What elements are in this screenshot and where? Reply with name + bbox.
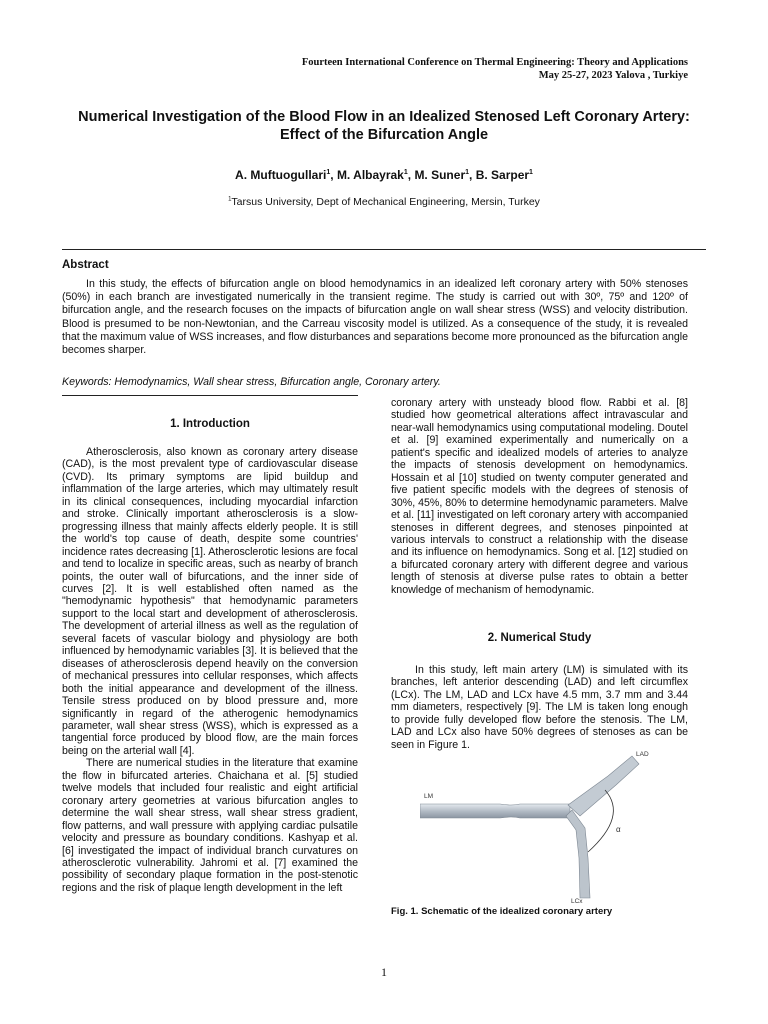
intro-paragraph: Atherosclerosis, also known as coronary artery disease (CAD), is the most prevalent type of cardiovascular disease (CVD). Its primary symptoms are lipid buildup and inflammation of the large arteries, which may ultimately result in its clinical consequences, including myocardial infarction and stroke. Clinically important atherosclerosis is a slow-progressing illness that mainly affects elderly people. It is still the world's top cause of death, despite some countries' incidence rates decreasing [1]. Atherosclerotic lesions are focal and tend to localize in specific areas, such as nearby of branch points, the outer wall of bifurcations, and the inner side of curves [2]. It is well established often named as the "hemodynamic hypothesis" that hemodynamic parameters support to the local start and development of atherosclerosis. The development of arterial illness as well as the regulation of several facets of vascular biology and physiology are both influenced by hemodynamic variables [3]. It is believed that the diseases of atherosclerosis depend heavily on the conversion of mechanical pressures into cellular responses, which affects both the initial appearance and development of the illness. Tensile stress produced on by blood pressure and, more significantly in regard of the atherogenic hemodynamics parameter, wall shear stress (WSS), which is expressed as a tangential force produced by blood flow, are the main forces being on the arterial wall [4]. bbox=[62, 446, 358, 757]
affiliation-mark: 1 bbox=[465, 169, 470, 176]
affiliation-mark: 1 bbox=[228, 196, 232, 203]
left-column bbox=[62, 446, 358, 894]
affiliation bbox=[60, 196, 708, 208]
affiliation-text: Tarsus University, Dept of Mechanical Engineering, Mersin, Turkey bbox=[231, 196, 540, 208]
lad-label: LAD bbox=[636, 751, 649, 758]
author-name: A. Muftuogullari bbox=[235, 168, 327, 182]
page-number: 1 bbox=[381, 965, 387, 979]
paper-title: Numerical Investigation of the Blood Flow in an Idealized Stenosed Left Coronary Artery: Effect of the Bifurcation Angle bbox=[78, 109, 690, 143]
intro-paragraph-continued: coronary artery with unsteady blood flow. Rabbi et al. [8] studied how geometrical alterations affect intravascular and near-wall hemodynamics using computational modeling. Doutel et al. [9] examined experimentally and numerically on a patient's specific and idealized models of arteries to analyze the impacts of stenosis development on hemodynamics. Hossain et al [10] studied on twenty computer generated and five patient specific models with the degrees of stenosis of 30%, 45%, 80% to determine hemodynamic parameters. Malve et al. [11] investigated on left coronary artery with accompanied stenoses in different degrees, and stenoses pinpointed at various intervals to construct a relationship with the disease and its influence on hemodynamics. Song et al. [12] studied on a bifurcated coronary artery with different degree and various length of stenosis at diverse pulse rates to obtain a better knowledge of mechanism of hemodynamic. bbox=[391, 397, 688, 596]
affiliation-mark: 1 bbox=[529, 169, 533, 176]
conference-name: Fourteen International Conference on Thermal Engineering: Theory and Applications bbox=[301, 57, 688, 68]
lcx-label: LCx bbox=[571, 898, 583, 905]
intro-heading: 1. Introduction bbox=[170, 418, 250, 430]
conference-date-location: May 25-27, 2023 Yalova , Turkiye bbox=[538, 70, 688, 81]
abstract-heading: Abstract bbox=[62, 259, 109, 271]
divider bbox=[62, 395, 358, 396]
lcx-vessel bbox=[566, 810, 590, 898]
affiliation-mark: 1 bbox=[326, 169, 331, 176]
author-name: B. Sarper bbox=[475, 168, 530, 182]
right-column-bottom bbox=[391, 664, 688, 751]
divider bbox=[62, 249, 706, 250]
lm-vessel bbox=[420, 804, 570, 818]
keywords: Keywords: Hemodynamics, Wall shear stress, Bifurcation angle, Coronary artery. bbox=[62, 376, 441, 388]
alpha-label: α bbox=[616, 825, 621, 834]
bifurcation-figure bbox=[420, 748, 670, 906]
figure-caption: Fig. 1. Schematic of the idealized coronary artery bbox=[391, 906, 613, 917]
numerical-paragraph: In this study, left main artery (LM) is simulated with its branches, left anterior descending (LAD) and left circumflex (LCx). The LM, LAD and LCx have 4.5 mm, 3.7 mm and 3.44 mm diameters, respectively [9]. The LM is taken long enough to provide fully developed flow before the stenosis. The LM, LAD and LCx also have 50% degrees of stenoses as can be seen in Figure 1. bbox=[391, 664, 688, 751]
right-column-top bbox=[391, 397, 688, 596]
abstract-text: In this study, the effects of bifurcation angle on blood hemodynamics in an idealized left coronary artery with 50% stenoses (50%) in each branch are investigated numerically in the transient regime. The study is carried out with 30º, 75º and 120º of bifurcation angle, and the research focuses on the impacts of bifurcation angle on wall shear stress (WSS) and velocity distribution. Blood is presumed to be non-Newtonian, and the Carreau viscosity model is utilized. As a consequence of the study, it is revealed that the maximum value of WSS increases, and flow disturbances and separations become more pronounced as the bifurcation angle becomes sharper. bbox=[62, 278, 688, 357]
affiliation-mark: 1 bbox=[403, 169, 408, 176]
author-list: A. Muftuogullari$^1$, M. Albayrak$^1$, M. Suner$^1$, B. Sarper$^1$ bbox=[235, 168, 533, 182]
lad-vessel bbox=[568, 756, 639, 816]
intro-paragraph: There are numerical studies in the literature that examine the flow in bifurcated arteries. Chaichana et al. [5] studied twelve models that included four realistic and eight artificial coronary artery geometries at various bifurcation angles to determine the wall shear stress, wall shear stress gradient, flow patterns, and wall pressure with applying cardiac pulsatile velocity and pressure as boundary conditions. Kashyap et al. [6] investigated the impact of individual branch curvatures on atherosclerotic vulnerability. Jahromi et al. [7] examined the possibility of secondary plaque formation in the post-stenotic regions and the risk of plaque length development in the left bbox=[62, 757, 358, 894]
author-name: M. Suner bbox=[414, 168, 466, 182]
conference-header bbox=[302, 56, 688, 82]
numerical-study-heading: 2. Numerical Study bbox=[487, 632, 592, 644]
lm-label: LM bbox=[424, 793, 434, 800]
author-name: M. Albayrak bbox=[336, 168, 404, 182]
